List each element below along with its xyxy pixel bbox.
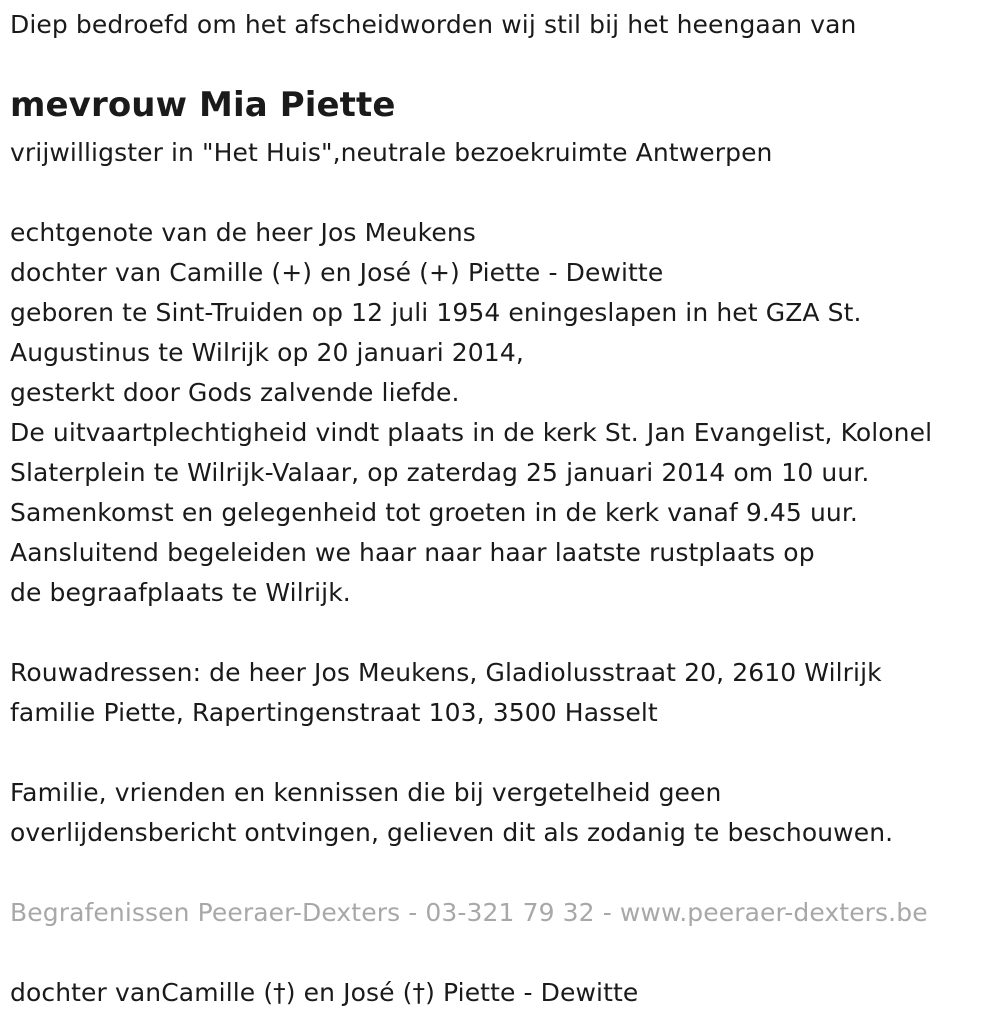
deceased-name: mevrouw Mia Piette [10,85,396,125]
detail-line: echtgenote van de heer Jos Meukens [10,218,476,247]
detail-line: gesterkt door Gods zalvende liefde. [10,378,460,407]
deceased-role: vrijwilligster in "Het Huis",neutrale bezoekruimte Antwerpen [10,138,773,167]
detail-line: Aansluitend begeleiden we haar naar haar laatste rustplaats op [10,538,815,567]
detail-line: Augustinus te Wilrijk op 20 januari 2014, [10,338,524,367]
address-line: Rouwadressen: de heer Jos Meukens, Gladiolusstraat 20, 2610 Wilrijk [10,658,882,687]
notice-line: Familie, vrienden en kennissen die bij vergetelheid geen [10,778,722,807]
notice-line: overlijdensbericht ontvingen, gelieven dit als zodanig te beschouwen. [10,818,894,847]
detail-line: de begraafplaats te Wilrijk. [10,578,351,607]
detail-line: De uitvaartplechtigheid vindt plaats in de kerk St. Jan Evangelist, Kolonel [10,418,933,447]
detail-line: geboren te Sint-Truiden op 12 juli 1954 eningeslapen in het GZA St. [10,298,862,327]
intro-text: Diep bedroefd om het afscheidworden wij stil bij het heengaan van [10,10,857,39]
funeral-home-credit: Begrafenissen Peeraer-Dexters - 03-321 79 32 - www.peeraer-dexters.be [10,898,928,927]
address-line: familie Piette, Rapertingenstraat 103, 3500 Hasselt [10,698,658,727]
detail-line: Slaterplein te Wilrijk-Valaar, op zaterdag 25 januari 2014 om 10 uur. [10,458,870,487]
detail-line: Samenkomst en gelegenheid tot groeten in de kerk vanaf 9.45 uur. [10,498,858,527]
detail-line: dochter van Camille (+) en José (+) Piette - Dewitte [10,258,664,287]
closing-line: dochter vanCamille (†) en José (†) Piette - Dewitte [10,978,639,1007]
